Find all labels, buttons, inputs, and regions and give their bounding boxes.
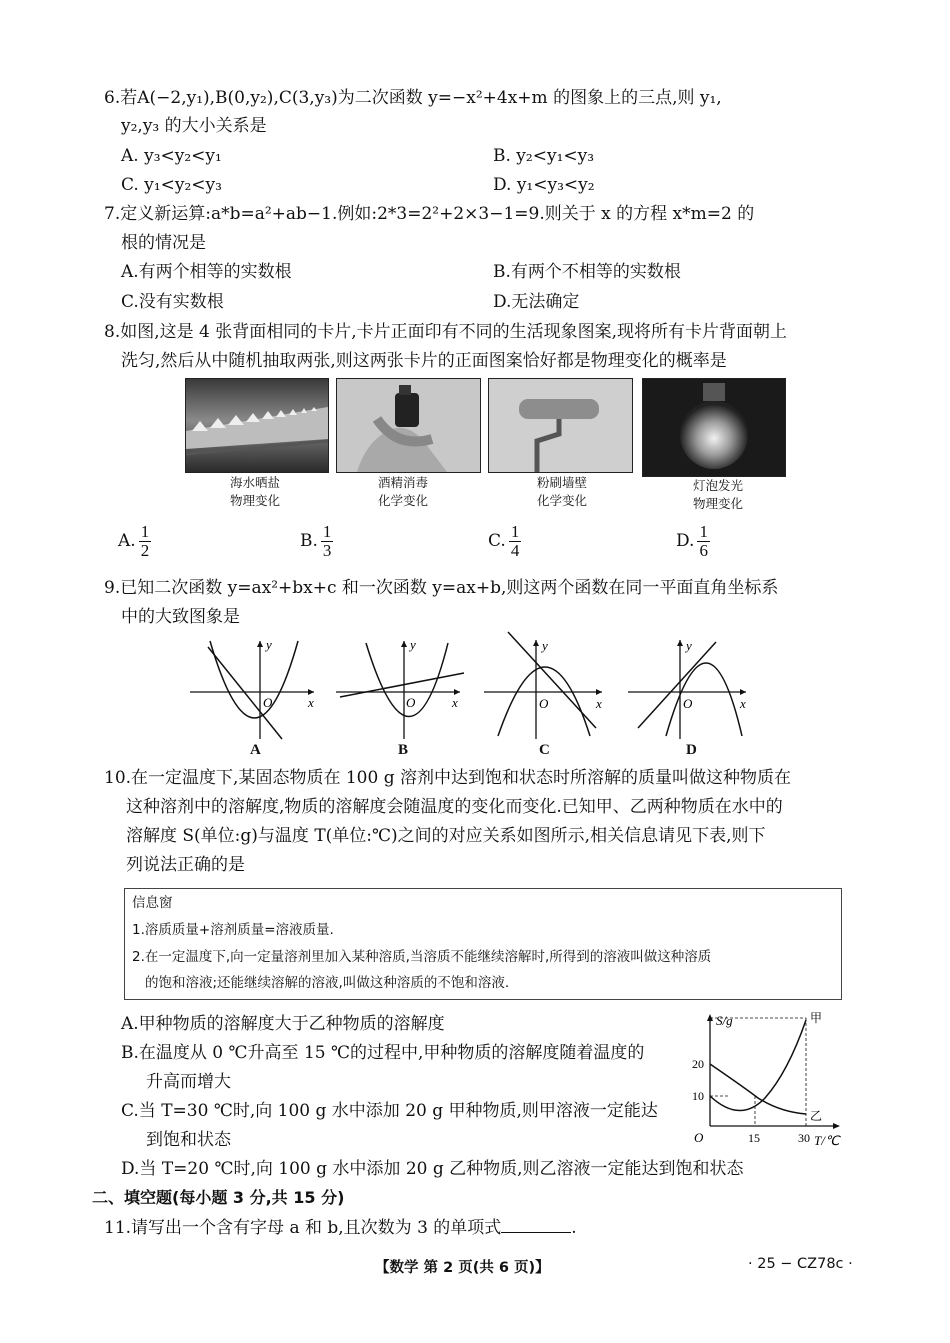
- q9b-line: [340, 673, 464, 697]
- q10-stem-line4: 列说法正确的是: [126, 855, 245, 875]
- q8-option-d-fraction: [697, 523, 710, 560]
- info-line-1: 1.溶质质量+溶剂质量=溶液质量.: [132, 922, 334, 938]
- chart-origin: O: [694, 1130, 704, 1145]
- q9d-line: [638, 642, 716, 728]
- q8-b-denominator: 3: [322, 541, 332, 560]
- q9d-origin: O: [683, 696, 693, 711]
- q9-graph-c: [484, 628, 609, 740]
- card-light-bulb-image: [642, 378, 786, 477]
- chart-series-jia: 甲: [810, 1011, 823, 1025]
- q9-label-c: C: [539, 742, 550, 758]
- chart-ytick-10: 10: [692, 1089, 704, 1103]
- q8-option-a: [118, 523, 151, 560]
- q9b-x-label: x: [452, 695, 458, 710]
- q10-option-c-cont: 到饱和状态: [146, 1130, 231, 1150]
- card-3-title: 粉刷墙壁: [536, 475, 587, 490]
- q10-stem-line2: 这种溶剂中的溶解度,物质的溶解度会随温度的变化而变化.已知甲、乙两种物质在水中的: [126, 797, 783, 817]
- q8-stem-line1: 8.如图,这是 4 张背面相同的卡片,卡片正面印有不同的生活现象图案,现将所有卡片背面朝上: [104, 322, 788, 342]
- q11: [104, 1214, 577, 1243]
- chart-series-yi: 乙: [810, 1109, 823, 1123]
- q7-option-c: C.没有实数根: [121, 292, 224, 312]
- q9-stem-line2: 中的大致图象是: [121, 607, 240, 627]
- q7-option-b: B.有两个不相等的实数根: [493, 262, 681, 282]
- card-2-type: 化学变化: [377, 493, 428, 508]
- q9-graph-d: [628, 628, 753, 740]
- footer-page-info: 【数学 第 2 页(共 6 页)】: [375, 1260, 550, 1276]
- q9d-x-label: x: [740, 696, 746, 711]
- q8-option-c-fraction: [509, 523, 522, 560]
- q8-d-denominator: 6: [699, 541, 708, 560]
- chart-xtick-30: 30: [798, 1131, 810, 1145]
- q9-graph-b: [336, 635, 466, 740]
- q8-option-c-label: C.: [488, 531, 506, 551]
- q8-option-b-fraction: [321, 523, 334, 560]
- q9-graph-a: [190, 635, 320, 740]
- q9a-x-label: x: [308, 695, 314, 710]
- q10-stem-line1: 10.在一定温度下,某固态物质在 100 g 溶剂中达到饱和状态时所溶解的质量叫做这种物质在: [104, 768, 791, 788]
- q10-option-d: D.当 T=20 ℃时,向 100 g 水中添加 20 g 乙种物质,则乙溶液一定能达到饱和状态: [121, 1159, 744, 1179]
- q9-stem-line1: 9.已知二次函数 y=ax²+bx+c 和一次函数 y=ax+b,则这两个函数在同一平面直角坐标系: [104, 578, 779, 598]
- q9c-origin: O: [539, 696, 549, 711]
- curve-jia: [710, 1020, 806, 1111]
- info-line-3: 的饱和溶液;还能继续溶解的溶液,叫做这种溶质的不饱和溶液.: [145, 975, 510, 991]
- q9b-y-label: y: [410, 637, 416, 652]
- q9c-x-label: x: [596, 696, 602, 711]
- q6-option-c: C. y₁<y₂<y₃: [121, 175, 222, 195]
- card-1-type: 物理变化: [229, 493, 280, 508]
- q9c-line: [508, 632, 596, 728]
- q7-option-a: A.有两个相等的实数根: [121, 262, 292, 282]
- q9a-line: [208, 647, 282, 739]
- q8-option-d-label: D.: [676, 531, 695, 551]
- q9a-y-label: y: [266, 637, 272, 652]
- q9-label-a: A: [250, 742, 261, 758]
- q9a-parabola: [210, 641, 298, 718]
- q8-stem-line2: 洗匀,然后从中随机抽取两张,则这两张卡片的正面图案恰好都是物理变化的概率是: [121, 351, 727, 371]
- q9d-parabola: [666, 663, 742, 736]
- q7-option-d: D.无法确定: [493, 292, 580, 312]
- card-4-title: 灯泡发光: [692, 478, 743, 493]
- q6-option-d: D. y₁<y₃<y₂: [493, 175, 595, 195]
- q11-text: 11.请写出一个含有字母 a 和 b,且次数为 3 的单项式: [104, 1218, 502, 1238]
- footer-code: · 25 − CZ78c ·: [748, 1256, 853, 1272]
- section-2-heading: 二、填空题(每小题 3 分,共 15 分): [92, 1188, 345, 1207]
- q8-option-a-label: A.: [118, 531, 136, 551]
- card-2-title: 酒精消毒: [377, 475, 428, 490]
- chart-xlabel: T/℃: [814, 1133, 840, 1148]
- q8-option-a-fraction: [139, 523, 152, 560]
- q10-option-b: B.在温度从 0 ℃升高至 15 ℃的过程中,甲种物质的溶解度随着温度的: [121, 1043, 645, 1063]
- card-4-type: 物理变化: [692, 496, 743, 511]
- info-window-title: 信息窗: [132, 895, 173, 911]
- q8-a-numerator: 1: [140, 522, 150, 541]
- q8-b-numerator: 1: [322, 522, 332, 541]
- q9b-origin: O: [406, 695, 416, 710]
- q10-option-b-cont: 升高而增大: [146, 1072, 231, 1092]
- card-2-caption: [353, 474, 453, 510]
- info-line-2: 2.在一定温度下,向一定量溶剂里加入某种溶质,当溶质不能继续溶解时,所得到的溶液叫做这种溶质: [132, 949, 712, 965]
- q8-c-numerator: 1: [510, 522, 520, 541]
- q6-option-a: A. y₃<y₂<y₁: [121, 146, 222, 166]
- chart-ylabel: S/g: [716, 1013, 733, 1028]
- q8-option-c: [488, 523, 521, 560]
- q8-option-b: [300, 523, 333, 560]
- q7-stem-line2: 根的情况是: [121, 233, 206, 253]
- card-4-caption: [668, 477, 768, 513]
- q10-option-c: C.当 T=30 ℃时,向 100 g 水中添加 20 g 甲种物质,则甲溶液一定能达: [121, 1101, 658, 1121]
- q11-end: .: [571, 1218, 577, 1238]
- card-1-caption: [205, 474, 305, 510]
- solubility-chart: [690, 1008, 850, 1154]
- card-paint-roller-image: [488, 378, 633, 473]
- q11-answer-blank[interactable]: [501, 1214, 571, 1233]
- card-3-caption: [512, 474, 612, 510]
- q9a-origin: O: [263, 695, 273, 710]
- q8-option-b-label: B.: [300, 531, 318, 551]
- q6-stem-line1: 6.若A(−2,y₁),B(0,y₂),C(3,y₃)为二次函数 y=−x²+4x+m 的图象上的三点,则 y₁,: [104, 88, 722, 108]
- q9-label-d: D: [686, 742, 697, 758]
- q8-d-numerator: 1: [699, 522, 708, 541]
- q9c-y-label: y: [542, 638, 548, 653]
- q9-label-b: B: [398, 742, 409, 758]
- q9d-y-label: y: [686, 638, 692, 653]
- card-1-title: 海水晒盐: [229, 475, 280, 490]
- card-alcohol-image: [336, 378, 481, 473]
- card-sea-salt-image: [185, 378, 329, 473]
- q8-a-denominator: 2: [140, 541, 150, 560]
- q10-option-a: A.甲种物质的溶解度大于乙种物质的溶解度: [121, 1014, 445, 1034]
- chart-xtick-15: 15: [748, 1131, 760, 1145]
- q7-stem-line1: 7.定义新运算:a*b=a²+ab−1.例如:2*3=2²+2×3−1=9.则关于 x 的方程 x*m=2 的: [104, 204, 755, 224]
- q8-c-denominator: 4: [510, 541, 520, 560]
- card-3-type: 化学变化: [536, 493, 587, 508]
- q6-stem-line2: y₂,y₃ 的大小关系是: [121, 116, 267, 136]
- q8-option-d: [676, 523, 710, 560]
- q10-stem-line3: 溶解度 S(单位:g)与温度 T(单位:℃)之间的对应关系如图所示,相关信息请见下表,则下: [126, 826, 766, 846]
- q6-option-b: B. y₂<y₁<y₃: [493, 146, 595, 166]
- chart-ytick-20: 20: [692, 1057, 704, 1071]
